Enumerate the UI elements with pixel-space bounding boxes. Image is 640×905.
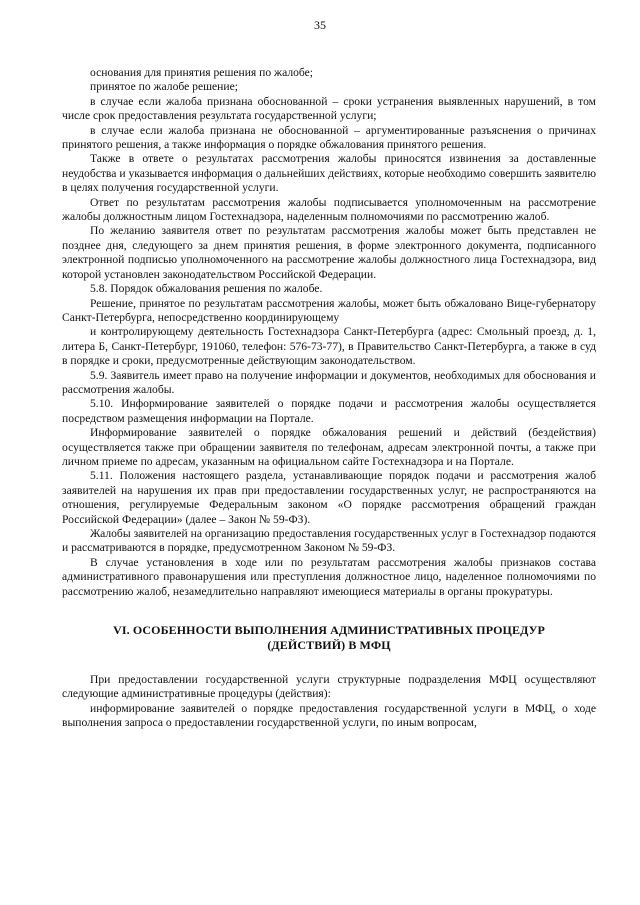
paragraph: Жалобы заявителей на организацию предоставления государственных услуг в Гостехнадзор подаются и рассматриваются в порядке, предусмотренном Законом № 59-ФЗ. [62,527,596,555]
paragraph: 5.9. Заявитель имеет право на получение информации и документов, необходимых для обоснования и рассмотрения жалобы. [62,368,596,396]
paragraph: В случае установления в ходе или по результатам рассмотрения жалобы признаков состава административного правонарушения или преступления должностное лицо, наделенное полномочиями по рассмотрению жалоб, незамедлительно направляют имеющиеся материалы в органы прокуратуры. [62,555,596,598]
document-body [62,66,596,731]
paragraph: 5.11. Положения настоящего раздела, устанавливающие порядок подачи и рассмотрения жалоб заявителей на нарушения их прав при предоставлении государственных услуг, не распространяются на отношения, регулируемые Федеральным законом «О порядке рассмотрения обращений граждан Российской Федерации» (далее – Закон № 59-ФЗ). [62,469,596,526]
paragraph: принятое по жалобе решение; [90,80,238,94]
section-heading-line: (ДЕЙСТВИЙ) В МФЦ [267,638,391,653]
paragraph: 5.8. Порядок обжалования решения по жалобе. [90,282,323,296]
paragraph: основания для принятия решения по жалобе; [90,66,314,79]
paragraph: Информирование заявителей о порядке обжалования решений и действий (бездействия) осуществляется также при обращении заявителя по телефонам, адресам электронной почты, а также при личном приеме по адресам, указанным на официальном сайте Гостехнадзора и на Портале. [62,426,596,468]
section-heading [62,623,596,653]
paragraph: По желанию заявителя ответ по результатам рассмотрения жалобы может быть представлен не позднее дня, следующего за днем принятия решения, в форме электронного документа, подписанного электронной подписью уполномоченного на рассмотрение жалобы должностного лица Гостехнадзора, вид которой установлен законодательством Российской Федерации. [62,224,596,281]
page-number: 35 [314,18,326,32]
paragraph: 5.10. Информирование заявителей о порядке подачи и рассмотрения жалобы осуществляется посредством размещения информации на Портале. [62,397,596,425]
section-heading-line: VI. ОСОБЕННОСТИ ВЫПОЛНЕНИЯ АДМИНИСТРАТИВНЫХ ПРОЦЕДУР [113,623,545,638]
paragraph: Также в ответе о результатах рассмотрения жалобы приносятся извинения за доставленные неудобства и указывается информация о дальнейших действиях, которые необходимо совершить заявителю в целях получения государственной услуги. [62,152,596,195]
paragraph: Решение, принятое по результатам рассмотрения жалобы, может быть обжаловано Вице-губернатору Санкт-Петербурга, непосредственно координирующему [62,296,596,324]
paragraph: Ответ по результатам рассмотрения жалобы подписывается уполномоченным на рассмотрение жалобы должностным лицом Гостехнадзора, наделенным полномочиями по рассмотрению жалоб. [62,195,596,224]
paragraph: При предоставлении государственной услуги структурные подразделения МФЦ осуществляют следующие административные процедуры (действия): [62,673,596,701]
paragraph: в случае если жалоба признана обоснованной – сроки устранения выявленных нарушений, в том числе срок предоставления результата государственной услуги; [62,94,596,123]
paragraph: информирование заявителей о порядке предоставления государственной услуги в МФЦ, о ходе выполнения запроса о предоставлении государственной услуги, по иным вопросам, [62,701,596,730]
paragraph: и контролирующему деятельность Гостехнадзора Санкт-Петербурга (адрес: Смольный проезд, д. 1, литера Б, Санкт-Петербург, 191060, телефон: 576-73-77), в Правительство Санкт-Петербурга, а также в суд в порядке и сроки, предусмотренные действующим законодательством. [62,325,596,368]
paragraph: в случае если жалоба признана не обоснованной – аргументированные разъяснения о причинах принятого решения, а также информация о порядке обжалования принятого решения. [62,123,596,152]
